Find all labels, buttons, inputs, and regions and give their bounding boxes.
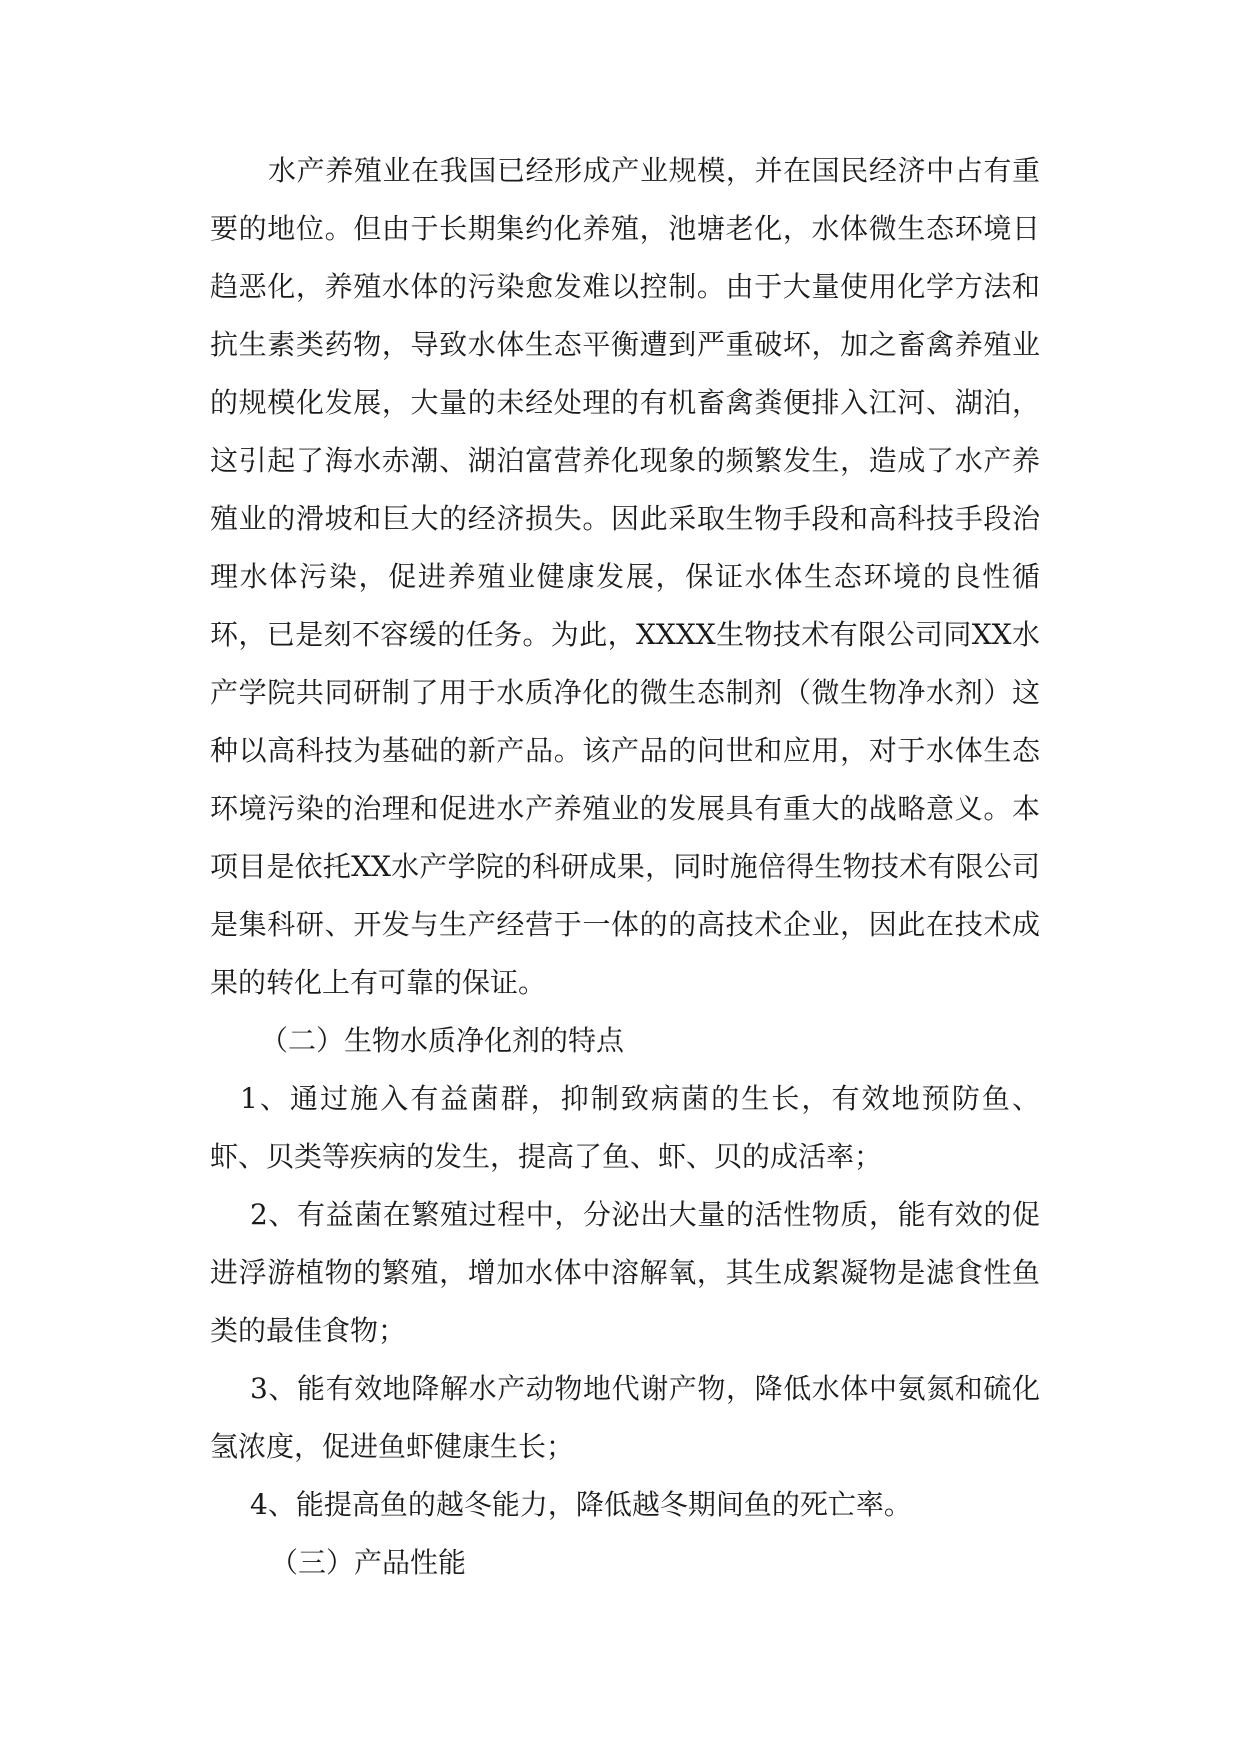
- document-body: [210, 142, 1040, 1592]
- feature-item-1: 1、通过施入有益菌群，抑制致病菌的生长，有效地预防鱼、虾、贝类等疾病的发生，提高了鱼、虾、贝的成活率；: [210, 1082, 1040, 1173]
- feature-item-4: 4、能提高鱼的越冬能力，降低越冬期间鱼的死亡率。: [250, 1488, 912, 1521]
- feature-item-2: 2、有益菌在繁殖过程中，分泌出大量的活性物质，能有效的促进浮游植物的繁殖，增加水体中溶解氧，其生成絮凝物是滤食性鱼类的最佳食物；: [210, 1198, 1040, 1347]
- feature-item-3: 3、能有效地降解水产动物地代谢产物，降低水体中氨氮和硫化氢浓度，促进鱼虾健康生长；: [210, 1372, 1040, 1463]
- section-heading-performance: （三）产品性能: [270, 1546, 467, 1579]
- section-heading-features: （二）生物水质净化剂的特点: [260, 1024, 625, 1057]
- intro-paragraph: 水产养殖业在我国已经形成产业规模，并在国民经济中占有重要的地位。但由于长期集约化养殖，池塘老化，水体微生态环境日趋恶化，养殖水体的污染愈发难以控制。由于大量使用化学方法和抗生素类药物，导致水体生态平衡遭到严重破坏，加之畜禽养殖业的规模化发展，大量的未经处理的有机畜禽粪便排入江河、湖泊，这引起了海水赤潮、湖泊富营养化现象的频繁发生，造成了水产养殖业的滑坡和巨大的经济损失。因此采取生物手段和高科技手段治理水体污染，促进养殖业健康发展，保证水体生态环境的良性循环，已是刻不容缓的任务。为此，XXXX生物技术有限公司同XX水产学院共同研制了用于水质净化的微生态制剂（微生物净水剂）这种以高科技为基础的新产品。该产品的问世和应用，对于水体生态环境污染的治理和促进水产养殖业的发展具有重大的战略意义。本项目是依托XX水产学院的科研成果，同时施倍得生物技术有限公司是集科研、开发与生产经营于一体的的高技术企业，因此在技术成果的转化上有可靠的保证。: [210, 154, 1040, 999]
